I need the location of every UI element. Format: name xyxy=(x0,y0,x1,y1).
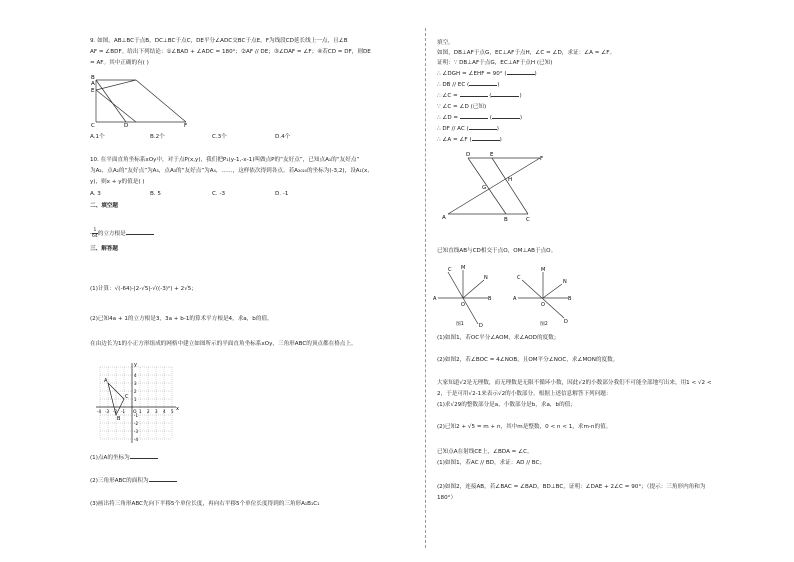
proof-reason-2-blank[interactable] xyxy=(469,85,497,86)
proof-fig-h: H xyxy=(508,177,513,183)
grid-ytick: 3 xyxy=(134,381,137,386)
proof-step-4: ∵ ∠C = ∠D (已知) xyxy=(437,104,487,110)
q9-label-b: B xyxy=(91,75,95,81)
proof-fig-c: C xyxy=(526,217,530,223)
q9-option-b: B.2个 xyxy=(150,134,165,140)
grid-ytick: -1 xyxy=(134,413,138,418)
grid-point-c: C xyxy=(125,394,129,400)
fill1-question xyxy=(90,228,154,239)
bda-q1: (1)如图1，若AC // BD，求证：AD // BC； xyxy=(437,460,546,466)
q9-line3: = AF。其中正确的有( ) xyxy=(90,60,149,66)
proof-step-5-text: ∴ ∠D = xyxy=(437,115,460,121)
bda-intro: 已知点A在射线CE上，∠BDA = ∠C。 xyxy=(437,449,533,455)
grid-y-label: y xyxy=(134,362,137,368)
proof-intro: 证明：∵ DB⊥AF于点G，EC⊥AF于点H (已知) xyxy=(437,60,553,66)
proof-step-5-blank[interactable] xyxy=(460,118,488,119)
fill1-denominator: 64 xyxy=(92,234,98,239)
proof-fig-e: E xyxy=(490,152,494,158)
proof-reason-2-open: ( xyxy=(467,82,470,88)
q9-option-a: A.1个 xyxy=(90,134,105,140)
fig2-c: C xyxy=(517,275,521,281)
fig1-caption: 图1 xyxy=(456,322,464,327)
irr-line2: 2，于是可用√2-1来表示√2的小数部分。根据上述信息解答下列问题： xyxy=(437,391,612,397)
q10-line2: 为A₂，点A₂的“友好点”为A₃，点A₃的“友好点”为A₄，……，这样依次得到各点。若A₂₀₂₀的坐标为(-3,2)，设A₁(x, xyxy=(90,168,370,174)
lines-q2: (2)如图2，若∠BOC = 4∠NOB，且OM平分∠NOC，求∠MON的度数。 xyxy=(437,357,619,363)
fig1-a: A xyxy=(433,296,437,302)
grid-intro: 在由边长为1的小正方形组成的网格中建立如图所示的平面直角坐标系xOy，三角形ABC的顶点都在格点上。 xyxy=(90,341,357,347)
grid-ytick: -4 xyxy=(134,437,138,442)
grid-sub1-blank[interactable] xyxy=(130,458,158,459)
proof-reason-3-blank[interactable] xyxy=(491,96,519,97)
q9-label-d: D xyxy=(124,123,129,129)
grid-sub2-blank[interactable] xyxy=(149,481,177,482)
calc1-label: (1)计算： xyxy=(90,286,115,292)
fig2-a: A xyxy=(513,296,517,302)
proof-fig-f: F xyxy=(540,156,544,162)
grid-xtick: -4 xyxy=(97,409,101,414)
grid-xtick: -1 xyxy=(121,409,125,414)
calc1-expression: √(-64)-|2-√5|-√((-3)²) + 2√5； xyxy=(114,286,197,292)
grid-xtick: 2 xyxy=(147,409,150,414)
proof-reason-3-open: ( xyxy=(489,93,492,99)
proof-step-7: ∴ ∠A = ∠F ( ) xyxy=(437,137,502,143)
grid-xtick: -3 xyxy=(105,409,109,414)
proof-step-1-text: ∴ ∠DGH = ∠EHF = 90° xyxy=(437,71,503,77)
irr-q2: (2)已知2 + √5 = m + n，其中m是整数，0 < n < 1，求m-n的值。 xyxy=(437,424,612,430)
fill1-text: 的立方根是 xyxy=(97,231,126,237)
proof-reason-1-blank[interactable] xyxy=(507,74,535,75)
proof-reason-1-open: ( xyxy=(504,71,507,77)
section-fill-heading: 二、填空题 xyxy=(90,203,118,209)
bda-q2: (2)如图2，连接AB，若∠BAC = ∠BAD，BD⊥BC，证明：∠DAE + 2∠C = 90°；（提示：三角形内角和为 xyxy=(437,484,706,490)
q10-option-d: D. -1 xyxy=(275,191,289,197)
fig1-b: B xyxy=(488,296,492,302)
fig1-n: N xyxy=(484,275,488,281)
bda-q2-cont: 180°） xyxy=(437,495,457,501)
irr-line1: 大家知道√2是无理数，而无理数是无限不循环小数，因此√2的小数部分我们不可能全部地写出来，用1 < √2 < xyxy=(437,380,712,386)
fill1-answer-blank[interactable] xyxy=(126,234,154,235)
lines-figure-1 xyxy=(432,266,498,330)
proof-step-5: ∴ ∠D = ( ) xyxy=(437,115,523,121)
grid-sub2 xyxy=(90,478,177,485)
q9-option-c: C.3个 xyxy=(212,134,227,140)
q10-line3: y)，则x + y的值是( ) xyxy=(90,179,145,185)
proof-reason-6-blank[interactable] xyxy=(469,129,497,130)
proof-fig-g: G xyxy=(482,185,487,191)
proof-step-3: ∴ ∠C = ( ) xyxy=(437,93,522,99)
grid-xtick: 3 xyxy=(155,409,158,414)
proof-reason-6-open: ( xyxy=(466,126,469,132)
q9-figure xyxy=(90,72,190,128)
grid-x-label: x xyxy=(176,406,179,412)
proof-step-2-text: ∴ DB // EC xyxy=(437,82,466,88)
proof-step-6: ∴ DF // AC ( ) xyxy=(437,126,499,132)
grid-xtick: 4 xyxy=(163,409,166,414)
q9-line1: 9. 如图，AB⊥BC于点B，DC⊥BC于点C，DE平分∠ADC交BC于点E，F为线段CD延长线上一点，且∠B xyxy=(90,38,348,44)
fig2-n: N xyxy=(563,279,567,285)
proof-fig-a: A xyxy=(442,215,446,221)
proof-reason-7-open: ( xyxy=(469,137,472,143)
q9-label-f: F xyxy=(184,123,188,129)
proof-step-7-text: ∴ ∠A = ∠F xyxy=(437,137,468,143)
proof-step-6-text: ∴ DF // AC xyxy=(437,126,465,132)
irr-q1: (1)求√29的整数部分是a，小数部分是b，求a，b的值； xyxy=(437,402,576,408)
fig1-d: D xyxy=(479,323,483,329)
grid-point-b: B xyxy=(117,416,121,422)
proof-given: 如图，DB⊥AF于点G，EC⊥AF于点H，∠C = ∠D，求证：∠A = ∠F。 xyxy=(437,50,616,56)
coordinate-grid xyxy=(92,363,182,445)
proof-step-3-text: ∴ ∠C = xyxy=(437,93,460,99)
proof-reason-5-blank[interactable] xyxy=(492,118,520,119)
grid-ytick: 2 xyxy=(134,389,137,394)
q9-option-d: D.4个 xyxy=(275,134,291,140)
lines-intro: 已知直线AB与CD相交于点O，OM⊥AB于点O。 xyxy=(437,248,557,254)
q10-option-b: B. 5 xyxy=(150,191,161,197)
calc1-question xyxy=(90,286,197,293)
fig2-caption: 图2 xyxy=(540,322,548,327)
fig1-c: C xyxy=(448,267,452,273)
grid-ytick: 1 xyxy=(134,397,137,402)
proof-reason-5-open: ( xyxy=(489,115,492,121)
q10-line1: 10. 在平面直角坐标系xOy中，对于点P(x,y)，我们把P₁(y-1,-x-1)叫做点P的“友好点”，已知点A₁的“友好点” xyxy=(90,157,360,163)
fill1-numerator: 1 xyxy=(93,228,97,233)
q9-label-e: E xyxy=(91,88,95,94)
fig2-o: O xyxy=(541,302,545,308)
proof-fig-d: D xyxy=(466,152,471,158)
q9-label-c: C xyxy=(91,123,95,129)
fig2-d: D xyxy=(564,319,568,325)
grid-sub3: (3)画出将三角形ABC先向下平移5个单位长度，再向右平移5个单位长度得到的三角形A₁B₁C₁ xyxy=(90,501,320,507)
proof-step-2: ∴ DB // EC ( ) xyxy=(437,82,500,88)
grid-ytick: -2 xyxy=(134,421,138,426)
q10-option-a: A. 3 xyxy=(90,191,101,197)
fig1-m: M xyxy=(461,265,466,271)
grid-sub1-text: (1)点A的坐标为 xyxy=(90,455,130,461)
fill1-minus: - xyxy=(90,231,93,237)
fig1-o: O xyxy=(461,302,465,308)
q10-option-c: C. -3 xyxy=(212,191,226,197)
grid-xtick: 1 xyxy=(139,409,142,414)
grid-origin: O xyxy=(133,410,137,415)
section-answer-heading: 三、解答题 xyxy=(90,246,118,252)
calc2-question: (2)已知4a + 1的立方根是3，3a + b-1的算术平方根是4，求a，b的值。 xyxy=(90,316,273,322)
grid-xtick: 5 xyxy=(171,409,174,414)
proof-fig-b: B xyxy=(504,217,508,223)
proof-step-1: ∴ ∠DGH = ∠EHF = 90° ( ) xyxy=(437,71,537,77)
grid-ytick: -3 xyxy=(134,429,138,434)
fig2-b: B xyxy=(568,296,572,302)
lines-q1: (1)如图1，若OC平分∠AOM，求∠AOD的度数； xyxy=(437,335,560,341)
fig2-m: M xyxy=(541,267,546,273)
column-divider xyxy=(425,28,426,548)
grid-point-a: A xyxy=(104,378,108,384)
q9-label-a: A xyxy=(91,81,95,87)
grid-xtick: -2 xyxy=(113,409,117,414)
grid-sub2-text: (2)三角形ABC的面积为 xyxy=(90,478,149,484)
grid-ytick: 4 xyxy=(134,373,137,378)
grid-sub1 xyxy=(90,455,158,462)
proof-figure xyxy=(440,150,550,222)
proof-step-3-blank[interactable] xyxy=(460,96,488,97)
fill-title: 填空。 xyxy=(437,40,454,46)
q9-line2: AF = ∠BDF。给出下列结论：①∠BAD + ∠ADC = 180°；②AF // DE；③∠DAF = ∠F；④若CD = DF，则DE xyxy=(90,49,371,55)
proof-reason-7-blank[interactable] xyxy=(472,140,500,141)
